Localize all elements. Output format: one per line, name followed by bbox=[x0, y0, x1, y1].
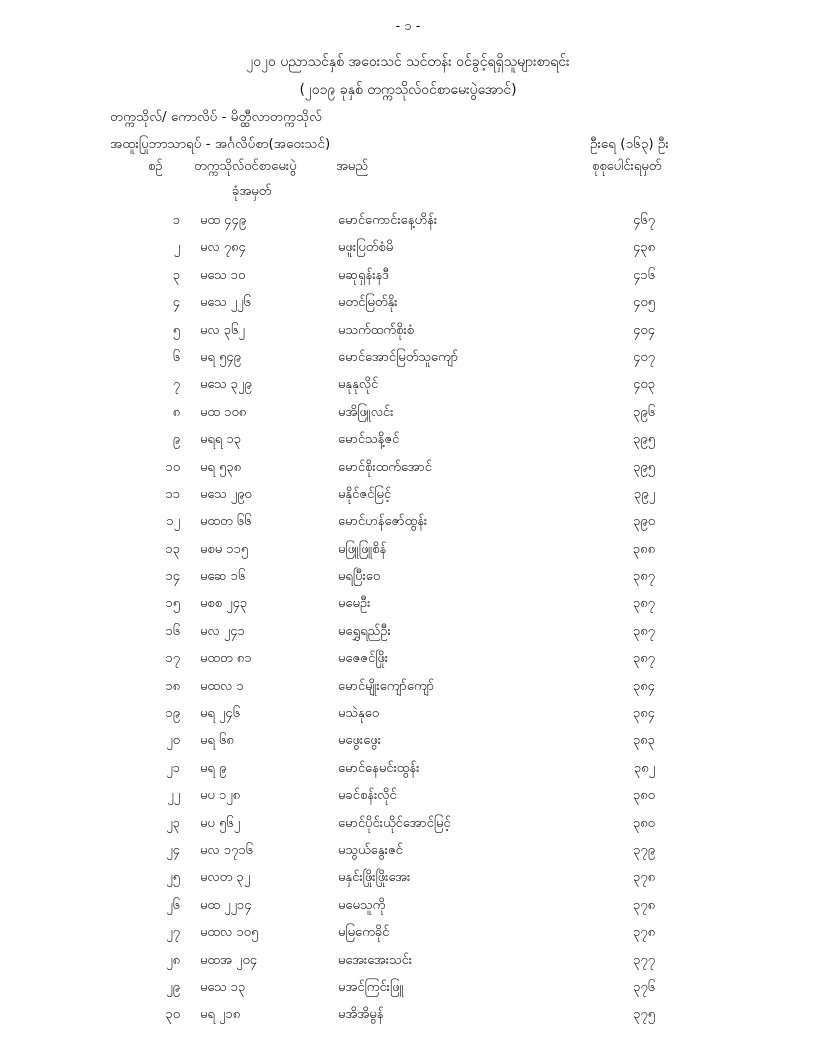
student-name: မနိုင်ဇင်မြင့် bbox=[338, 486, 392, 502]
student-name: မသွယ်နွေးဇင် bbox=[338, 842, 403, 858]
row-number: ၂၀ bbox=[166, 733, 180, 749]
student-name: မမေသူကို bbox=[338, 897, 386, 913]
student-name: မောင်မျိုးကျော်ကျော် bbox=[338, 678, 435, 694]
roll-number: မထလ ၁ bbox=[200, 678, 244, 694]
table-row bbox=[0, 372, 816, 399]
row-number: ၂၈ bbox=[166, 952, 180, 968]
table-row bbox=[0, 263, 816, 290]
table-row bbox=[0, 701, 816, 728]
row-number: ၁၇ bbox=[165, 651, 180, 667]
header-no: စဉ် bbox=[148, 159, 163, 174]
table-row bbox=[0, 564, 816, 591]
table-row bbox=[0, 290, 816, 317]
roll-number: မထ ၂၂၁၄ bbox=[200, 897, 252, 913]
roll-number: မပ ၁၂၈ bbox=[200, 788, 241, 804]
student-name: မအိအိမွန် bbox=[338, 1007, 384, 1023]
total-score: ၃၇၇ bbox=[633, 952, 655, 968]
table-row bbox=[0, 591, 816, 618]
table-row bbox=[0, 948, 816, 975]
roll-number: မလ ၃၆၂ bbox=[200, 322, 245, 338]
roll-number: မထလ ၁၀၅ bbox=[200, 925, 259, 941]
roll-number: မထအ ၂၀၄ bbox=[200, 952, 258, 968]
row-number: ၃၀ bbox=[165, 1007, 180, 1023]
table-row bbox=[0, 920, 816, 947]
student-name: မမေဦး bbox=[338, 596, 371, 612]
roll-number: မလ ၇၈၄ bbox=[200, 240, 246, 256]
total-score: ၃၈၀ bbox=[632, 788, 655, 804]
roll-number: မသေ ၂၂၆ bbox=[200, 295, 251, 311]
total-score: ၃၇၅ bbox=[633, 1007, 655, 1023]
table-row bbox=[0, 975, 816, 1002]
student-name: မခင်စန်းလိုင် bbox=[338, 788, 397, 804]
table-row bbox=[0, 208, 816, 235]
document-subtitle: (၂၀၁၉ ခုနှစ် တက္ကသိုလ်ဝင်စာမေးပွဲအောင်) bbox=[299, 82, 517, 98]
row-number: ၁၅ bbox=[165, 596, 180, 612]
roll-number: မလတ ၃၂ bbox=[200, 870, 251, 886]
table-row bbox=[0, 427, 816, 454]
table-row bbox=[0, 345, 816, 372]
page-number: - ၁ - bbox=[395, 19, 421, 34]
roll-number: မသေ ၂၉၀ bbox=[200, 486, 252, 502]
table-row bbox=[0, 728, 816, 755]
row-number: ၁၀ bbox=[165, 459, 180, 475]
row-number: ၂ bbox=[173, 240, 180, 256]
total-score: ၃၉၅ bbox=[633, 432, 655, 448]
total-score: ၃၉၀ bbox=[633, 514, 655, 530]
table-row bbox=[0, 455, 816, 482]
row-number: ၁ bbox=[172, 213, 180, 228]
roll-number: မရရ ၁၃ bbox=[200, 432, 242, 448]
header-name: အမည် bbox=[336, 159, 368, 174]
table-row bbox=[0, 400, 816, 427]
total-score: ၄၀၃ bbox=[633, 377, 655, 393]
table-row bbox=[0, 865, 816, 892]
row-number: ၉ bbox=[172, 432, 180, 448]
header-roll-number-line2: ခုံအမှတ် bbox=[232, 184, 272, 199]
total-score: ၃၈၇ bbox=[632, 651, 655, 667]
results-table bbox=[0, 208, 816, 1030]
total-score: ၃၇၈ bbox=[632, 897, 655, 913]
roll-number: မပ ၅၆၂ bbox=[200, 815, 240, 831]
student-name: မောင်စိုးထက်အောင် bbox=[338, 459, 432, 475]
document-title: ၂၀၂၀ ပညာသင်နှစ် အဝေးသင် သင်တန်း ဝင်ခွင့်ရရှိသူများစာရင်း bbox=[246, 54, 570, 70]
student-name: မဇေဇင်ဖြိုး bbox=[338, 651, 389, 667]
student-name: မနုနုလိုင် bbox=[338, 377, 379, 393]
roll-number: မရ ၂၁၈ bbox=[200, 1007, 241, 1023]
row-number: ၆ bbox=[172, 349, 180, 365]
row-number: ၁၁ bbox=[165, 486, 180, 502]
row-number: ၂၅ bbox=[166, 870, 180, 886]
roll-number: မထတ ၈၁ bbox=[200, 651, 252, 667]
student-name: မောင်အောင်မြတ်သူကျော် bbox=[338, 349, 459, 365]
table-row bbox=[0, 646, 816, 673]
university-label: တက္ကသိုလ်/ ကောလိပ် - မိတ္ထီလာတက္ကသိုလ် bbox=[110, 109, 322, 125]
total-score: ၄၆၇ bbox=[633, 213, 655, 228]
student-name: မတင်မြတ်နိုး bbox=[338, 295, 398, 311]
roll-number: မရ ၆၈ bbox=[200, 733, 234, 749]
total-score: ၄၀၇ bbox=[633, 349, 655, 365]
total-score: ၃၈၃ bbox=[632, 733, 655, 749]
table-row bbox=[0, 619, 816, 646]
total-score: ၃၉၂ bbox=[633, 486, 655, 502]
table-row bbox=[0, 783, 816, 810]
row-number: ၂၃ bbox=[166, 815, 180, 831]
student-name: မောင်ဟန်ဇော်ထွန်း bbox=[338, 514, 428, 530]
student-name: မအင်ကြင်းဖြူ bbox=[338, 979, 404, 995]
student-name: မဖြူဖြူစိန် bbox=[338, 541, 387, 557]
table-row bbox=[0, 893, 816, 920]
roll-number: မထ ၁၀၈ bbox=[200, 404, 247, 420]
row-number: ၃ bbox=[172, 267, 180, 283]
total-score: ၃၇၉ bbox=[633, 842, 655, 858]
roll-number: မထ ၄၄၉ bbox=[200, 213, 247, 228]
table-row bbox=[0, 537, 816, 564]
roll-number: မသေ ၃၂၉ bbox=[200, 377, 252, 393]
header-score: စုစုပေါင်းရမှတ် bbox=[592, 159, 662, 174]
row-number: ၈ bbox=[172, 404, 180, 420]
roll-number: မစမ ၁၁၅ bbox=[200, 541, 249, 557]
total-score: ၃၈၈ bbox=[632, 541, 655, 557]
roll-number: မရ ၅၃၈ bbox=[200, 459, 242, 475]
row-number: ၂၆ bbox=[166, 897, 180, 913]
student-name: မောင်ပိုင်းယိုင်အောင်မြင့် bbox=[338, 815, 451, 831]
roll-number: မလ ၁၇၁၆ bbox=[200, 842, 253, 858]
student-name: မဖူးပြတ်စံမိ bbox=[338, 240, 394, 256]
table-row bbox=[0, 235, 816, 262]
total-score: ၃၇၆ bbox=[633, 979, 655, 995]
total-score: ၃၈၂ bbox=[633, 760, 655, 776]
total-score: ၃၈၄ bbox=[632, 706, 655, 722]
student-name: မအေးအေးသင်း bbox=[338, 952, 413, 968]
student-name: မောင်နေမင်းထွန်း bbox=[338, 760, 420, 776]
table-row bbox=[0, 482, 816, 509]
student-name: မနှင်းဖြိုးဖြိုးအေး bbox=[338, 870, 411, 886]
total-score: ၃၈၄ bbox=[632, 678, 655, 694]
row-number: ၄ bbox=[172, 295, 180, 311]
total-score: ၃၇၈ bbox=[632, 925, 655, 941]
total-score: ၄၀၄ bbox=[633, 322, 655, 338]
subject-label: အထူးပြုဘာသာရပ် - အင်္ဂလိပ်စာ(အဝေးသင်) bbox=[110, 136, 331, 152]
roll-number: မသေ ၁၃ bbox=[200, 979, 246, 995]
student-name: မောင်ကောင်းနေ့ဟိန်း bbox=[338, 213, 438, 228]
row-number: ၁၂ bbox=[166, 514, 180, 530]
row-number: ၁၄ bbox=[165, 569, 180, 585]
row-number: ၇ bbox=[172, 377, 180, 393]
table-row bbox=[0, 1002, 816, 1029]
row-number: ၁၉ bbox=[165, 706, 180, 722]
table-row bbox=[0, 318, 816, 345]
roll-number: မသေ ၁၀ bbox=[200, 267, 246, 283]
roll-number: မဆေ ၁၆ bbox=[200, 569, 246, 585]
row-number: ၁၆ bbox=[165, 623, 180, 639]
total-score: ၃၇၈ bbox=[632, 870, 655, 886]
total-score: ၄၃၈ bbox=[632, 240, 655, 256]
row-number: ၂၇ bbox=[166, 925, 180, 941]
row-number: ၂၄ bbox=[166, 842, 180, 858]
table-row bbox=[0, 838, 816, 865]
roll-number: မရ ၉ bbox=[200, 760, 227, 776]
student-name: မမြကေခိုင် bbox=[338, 925, 390, 941]
roll-number: မစစ ၂၄၃ bbox=[200, 596, 248, 612]
student-name: မရပြီးဝေ bbox=[338, 569, 381, 585]
roll-number: မရ ၅၄၉ bbox=[200, 349, 241, 365]
roll-number: မရ ၂၄၆ bbox=[200, 706, 241, 722]
row-number: ၂၁ bbox=[166, 760, 180, 776]
student-name: မရွှေရည်ဦး bbox=[338, 623, 391, 639]
table-row bbox=[0, 674, 816, 701]
total-score: ၄၀၅ bbox=[633, 295, 655, 311]
total-score: ၃၉၆ bbox=[633, 404, 655, 420]
student-name: မဆုရှန်းနဒီ bbox=[338, 267, 389, 283]
student-name: မသက်ထက်စိုးစံ bbox=[338, 322, 414, 338]
table-row bbox=[0, 509, 816, 536]
row-number: ၂၂ bbox=[167, 788, 180, 804]
table-row bbox=[0, 811, 816, 838]
total-score: ၃၈၀ bbox=[632, 815, 655, 831]
roll-number: မလ ၂၄၁ bbox=[200, 623, 245, 639]
total-count: ဦးရေ (၁၆၃) ဦး bbox=[590, 136, 669, 152]
header-roll-number: တက္ကသိုလ်ဝင်စာမေးပွဲ bbox=[194, 159, 297, 174]
table-row bbox=[0, 756, 816, 783]
roll-number: မထတ ၆၆ bbox=[200, 514, 252, 530]
student-name: မောင်သနိ့ဇင် bbox=[338, 432, 400, 448]
total-score: ၃၈၇ bbox=[632, 569, 655, 585]
row-number: ၁၈ bbox=[165, 678, 180, 694]
row-number: ၅ bbox=[172, 322, 180, 338]
row-number: ၂၉ bbox=[166, 979, 180, 995]
total-score: ၄၁၆ bbox=[633, 267, 655, 283]
total-score: ၃၈၇ bbox=[632, 596, 655, 612]
total-score: ၃၈၇ bbox=[632, 623, 655, 639]
row-number: ၁၃ bbox=[165, 541, 180, 557]
total-score: ၃၉၅ bbox=[633, 459, 655, 475]
student-name: မသဲနုဝေ bbox=[338, 706, 380, 722]
student-name: မအိဖြူလင်း bbox=[338, 404, 394, 420]
student-name: မဖွေးဖွေး bbox=[338, 733, 381, 749]
